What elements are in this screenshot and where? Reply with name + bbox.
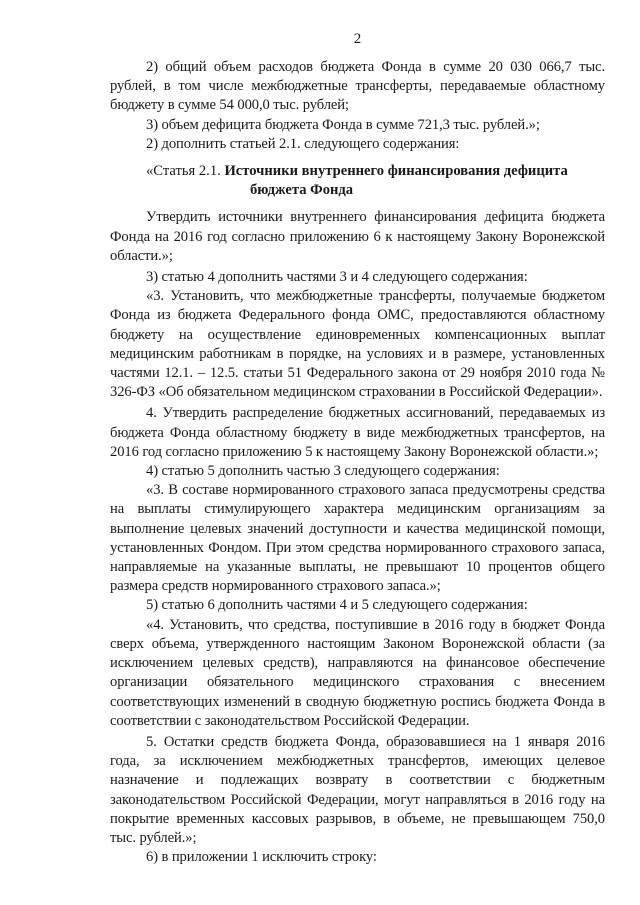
paragraph-balances: 5. Остатки средств бюджета Фонда, образовавшиеся на 1 января 2016 года, за исключением межбюджетных трансфертов, имеющих целевое назначение и подлежащих возврату в соответствии с бюджетным законодательством Российской Федерации, могут направляться в 2016 году на покрытие временных кассовых разрывов, в объеме, не превышающем 750,0 тыс. рублей.»;: [110, 733, 605, 846]
page-number: 2: [353, 31, 362, 47]
paragraph-deficit: 3) объем дефицита бюджета Фонда в сумме 721,3 тыс. рублей.»;: [146, 116, 540, 133]
paragraph-transfers: «3. Установить, что межбюджетные трансферты, получаемые бюджетом Фонда из бюджета Федерального фонда ОМС, предоставляются областному бюджету на осуществление единовременных компенсационных выплат медицинским работникам в порядке, на условиях и в размере, установленных частями 12.1. – 12.5. статьи 51 Федерального закона от 29 ноября 2010 года № 326-ФЗ «Об обязательном медицинском страховании в Российской Федерации».: [110, 288, 605, 401]
article-heading-prefix: «Статья 2.1.: [146, 163, 225, 180]
paragraph-expenses: 2) общий объем расходов бюджета Фонда в сумме 20 030 066,7 тыс. рублей, в том числе межбюджетные трансферты, передаваемые областному бюджету в сумме 54 000,0 тыс. рублей;: [110, 59, 605, 114]
paragraph-approve-sources: Утвердить источники внутреннего финансирования дефицита бюджета Фонда на 2016 год согласно приложению 6 к настоящему Закону Воронежской области.»;: [110, 209, 605, 264]
paragraph-add-article: 2) дополнить статьей 2.1. следующего содержания:: [146, 135, 460, 152]
paragraph-article5: 4) статью 5 дополнить частью 3 следующего содержания:: [146, 463, 500, 480]
article-heading-title-line2: бюджета Фонда: [250, 182, 354, 199]
document-page: [110, 30, 605, 867]
paragraph-article4: 3) статью 4 дополнить частями 3 и 4 следующего содержания:: [146, 269, 528, 286]
paragraph-article6: 5) статью 6 дополнить частями 4 и 5 следующего содержания:: [146, 597, 528, 614]
paragraph-excess-funds: «4. Установить, что средства, поступившие в 2016 году в бюджет Фонда сверх объема, утвержденного настоящим Законом Воронежской области (за исключением целевых средств), направляются на финансовое обеспечение организации обязательного медицинского страхования с внесением соответствующих изменений в сводную бюджетную роспись бюджета Фонда в соответствии с законодательством Российской Федерации.: [110, 616, 605, 729]
paragraph-distribution: 4. Утвердить распределение бюджетных ассигнований, передаваемых из бюджета Фонда областному бюджету в виде межбюджетных трансфертов, на 2016 год согласно приложению 5 к настоящему Закону Воронежской области.»;: [110, 405, 605, 460]
article-heading-title-line1: Источники внутреннего финансирования дефицита: [224, 163, 568, 180]
article-heading: [110, 162, 605, 200]
paragraph-appendix1: 6) в приложении 1 исключить строку:: [146, 849, 377, 866]
paragraph-reserve: «3. В составе нормированного страхового запаса предусмотрены средства на выплаты стимулирующего характера медицинским организациям за выполнение целевых значений доступности и качества медицинской помощи, установленных Фондом. При этом средства нормированного страхового запаса, направляемые на указанные выплаты, не превышают 10 процентов общего размера средств нормированного страхового запаса.»;: [110, 482, 605, 595]
